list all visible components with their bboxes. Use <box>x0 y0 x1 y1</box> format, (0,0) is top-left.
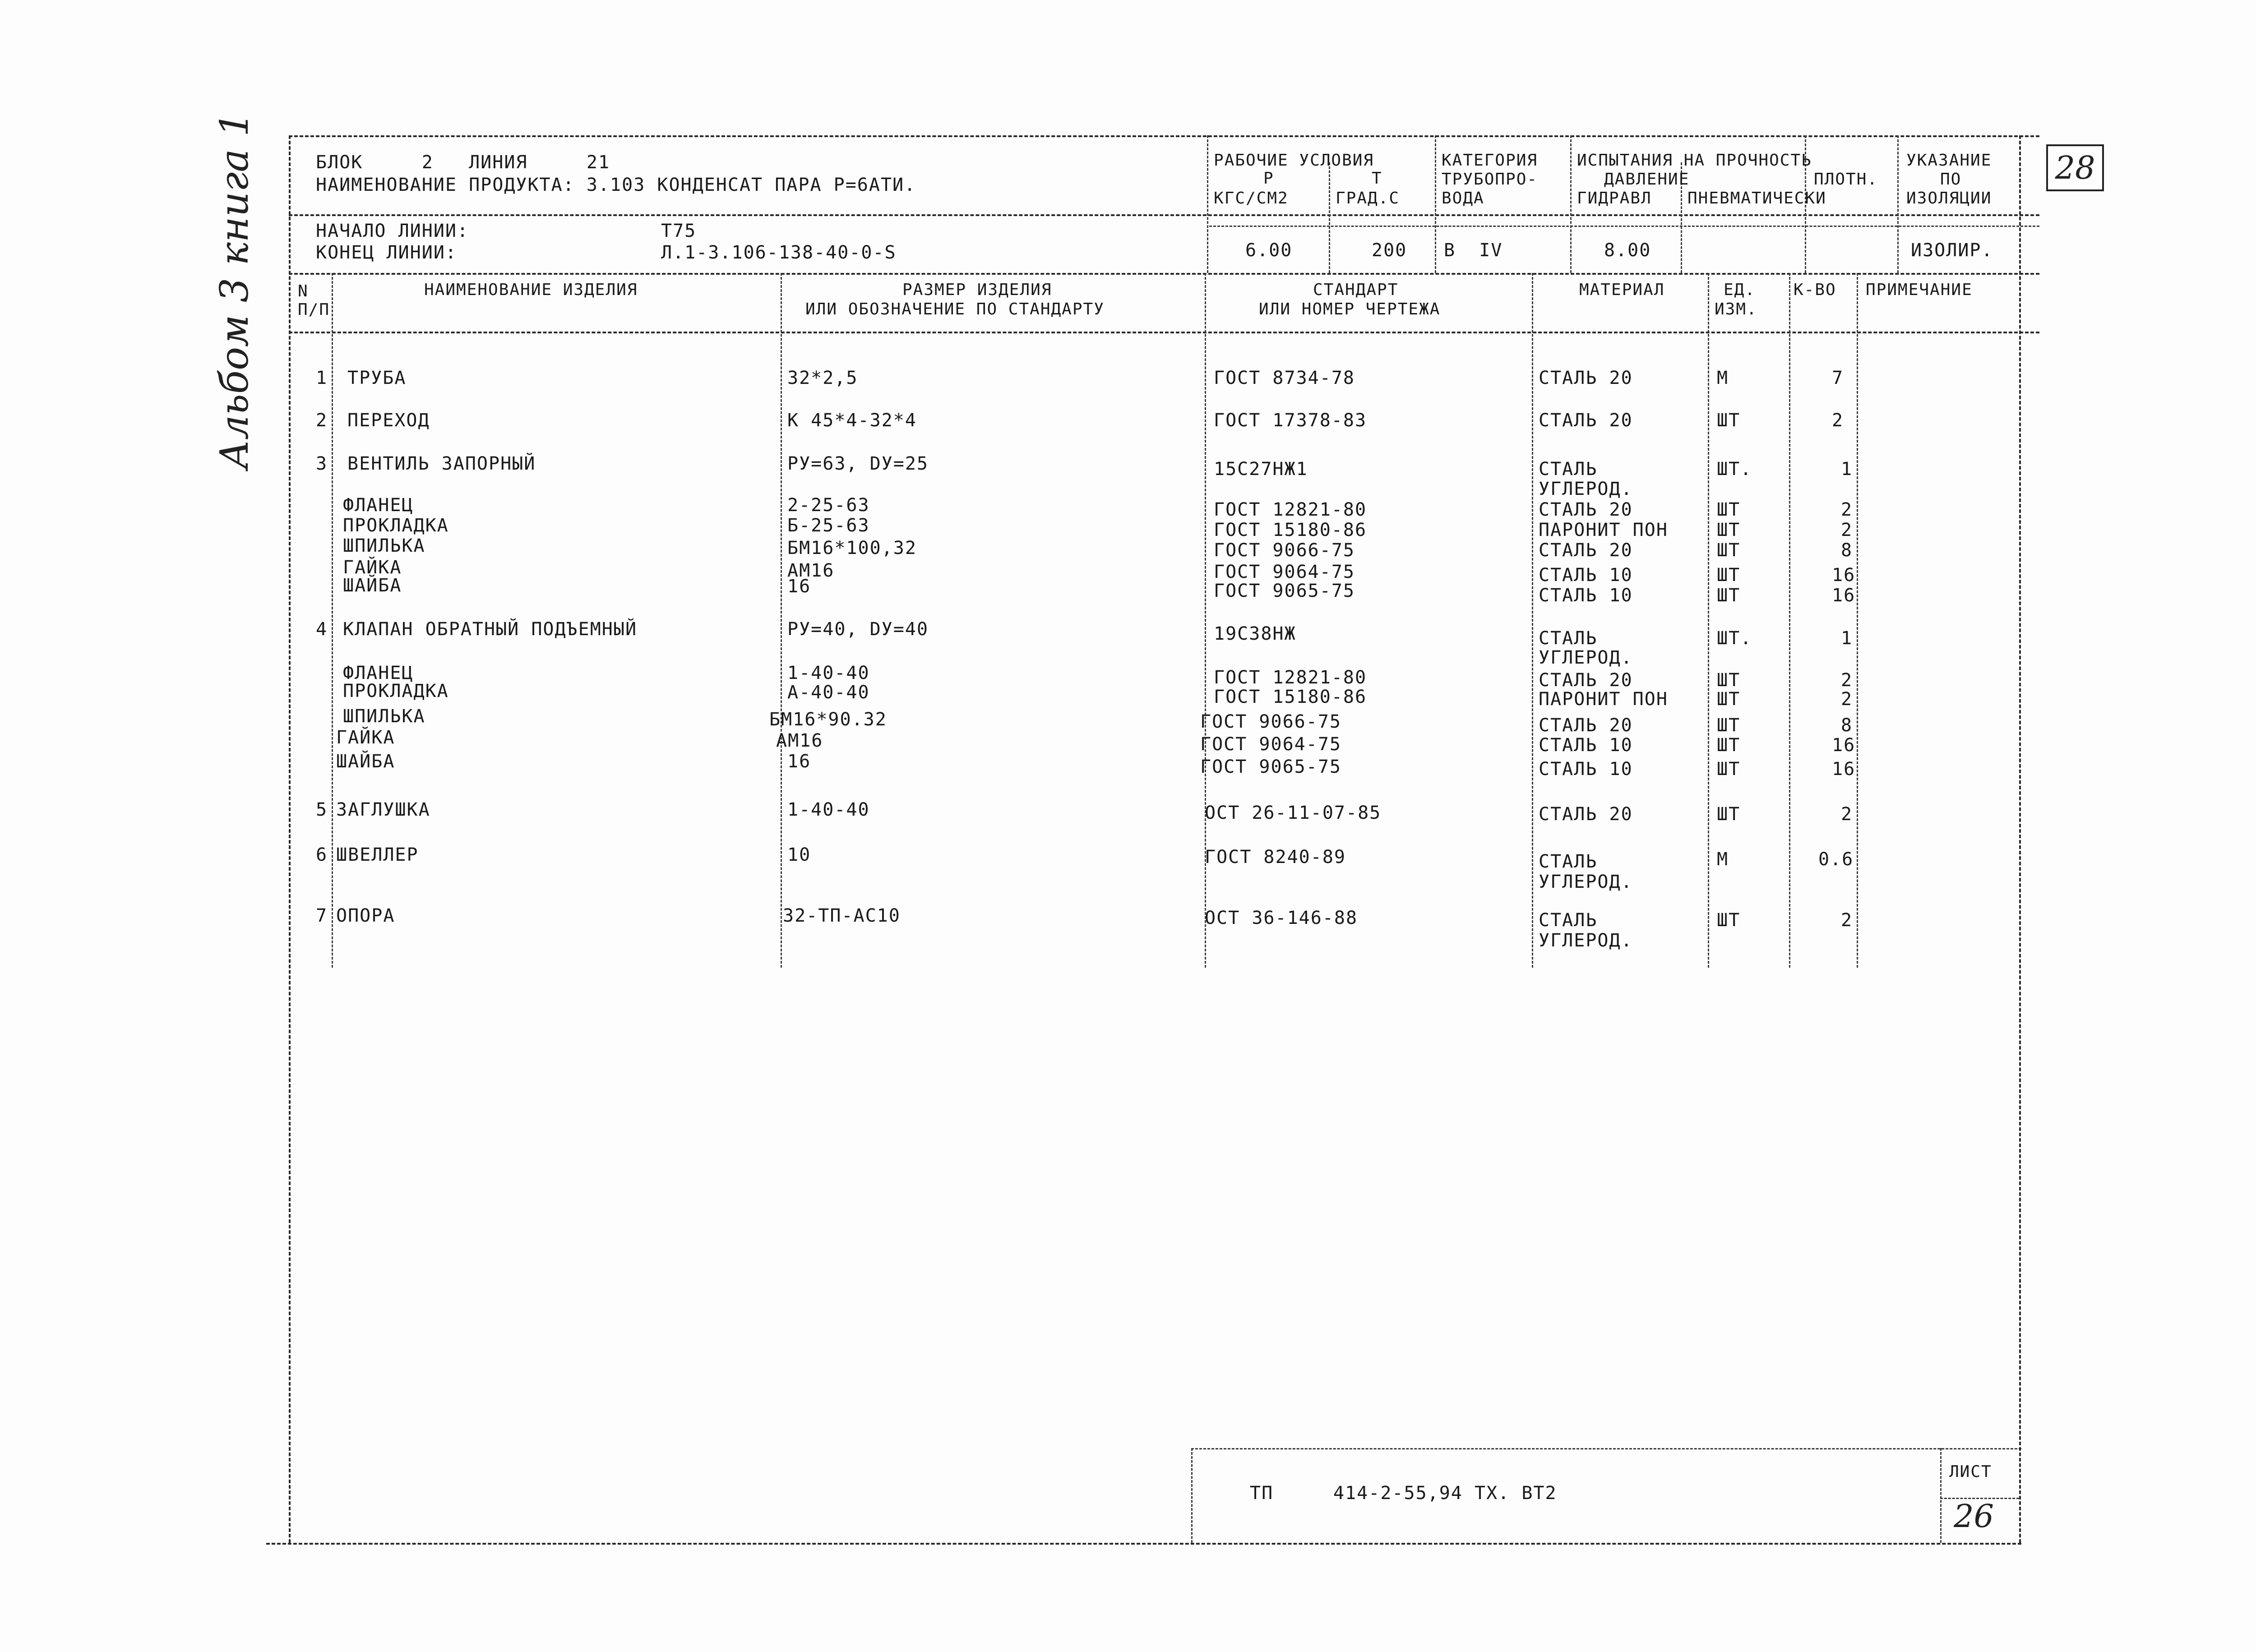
row-1-qty: 7 <box>1832 368 1844 388</box>
row-2-mat: СТАЛЬ 20 <box>1539 410 1633 431</box>
frame-header-mid <box>289 214 2039 216</box>
hydro-value: 8.00 <box>1604 240 1651 261</box>
row-4c-qty: 8 <box>1841 715 1853 736</box>
row-6-name: ШВЕЛЛЕР <box>336 844 419 865</box>
footer-sheet-label: ЛИСТ <box>1949 1463 1992 1481</box>
row-3b-size: Б-25-63 <box>787 515 870 536</box>
insulation-value: ИЗОЛИР. <box>1911 240 1993 261</box>
footer-sheet-number: 26 <box>1954 1498 1994 1535</box>
row-5-unit: ШТ <box>1717 804 1741 825</box>
row-5-qty: 2 <box>1841 804 1853 825</box>
col-unit-header-2: ИЗМ. <box>1715 300 1757 318</box>
row-5-size: 1-40-40 <box>787 799 870 820</box>
row-4e-mat: СТАЛЬ 10 <box>1539 759 1633 780</box>
col-sep-size <box>781 273 782 968</box>
row-3-std: 15С27НЖ1 <box>1214 459 1308 480</box>
t-label: Т <box>1372 169 1382 188</box>
indication-label: УКАЗАНИЕ <box>1906 151 1992 170</box>
p-value: 6.00 <box>1245 240 1293 261</box>
row-3e-size: 16 <box>787 576 811 597</box>
row-7-mat: СТАЛЬ <box>1539 910 1598 931</box>
footer-sep-left <box>1191 1448 1193 1543</box>
row-3c-name: ШПИЛЬКА <box>343 535 425 556</box>
col-sep-mat <box>1532 273 1533 968</box>
row-3-unit: ШТ. <box>1717 459 1752 480</box>
frame-footer-top <box>1191 1448 2021 1449</box>
frame-left <box>289 135 291 1543</box>
block-line: БЛОК 2 ЛИНИЯ 21 <box>316 152 610 173</box>
row-3b-std: ГОСТ 15180-86 <box>1214 520 1367 540</box>
footer-doc-number: 414-2-55,94 ТХ. ВТ2 <box>1333 1483 1557 1504</box>
start-value: Т75 <box>661 221 697 241</box>
row-4a-mat: СТАЛЬ 20 <box>1539 670 1633 691</box>
row-3d-qty: 16 <box>1832 565 1856 586</box>
p-label: Р <box>1263 169 1274 188</box>
work-conditions-label: РАБОЧИЕ УСЛОВИЯ <box>1214 151 1374 170</box>
row-5-mat: СТАЛЬ 20 <box>1539 804 1633 825</box>
row-3d-mat: СТАЛЬ 10 <box>1539 565 1633 586</box>
row-3-qty: 1 <box>1841 459 1853 480</box>
row-6-mat2: УГЛЕРОД. <box>1539 872 1633 892</box>
insulation-label: ИЗОЛЯЦИИ <box>1906 189 1992 208</box>
footer-doc-prefix: ТП <box>1250 1483 1274 1504</box>
row-5-name: ЗАГЛУШКА <box>336 799 430 820</box>
row-3a-std: ГОСТ 12821-80 <box>1214 499 1367 520</box>
row-4d-mat: СТАЛЬ 10 <box>1539 735 1633 756</box>
t-unit: ГРАД.С <box>1336 189 1400 208</box>
category-label: КАТЕГОРИЯ <box>1442 151 1538 170</box>
row-7-num: 7 <box>316 905 328 926</box>
row-3b-mat: ПАРОНИТ ПОН <box>1539 520 1668 540</box>
row-5-std: ОСТ 26-11-07-85 <box>1205 803 1382 823</box>
header-sep-cat <box>1435 135 1436 273</box>
row-3a-size: 2-25-63 <box>787 495 870 516</box>
row-3b-qty: 2 <box>1841 520 1853 540</box>
row-4-mat: СТАЛЬ <box>1539 628 1598 649</box>
row-3c-qty: 8 <box>1841 540 1853 561</box>
row-3c-size: БМ16*100,32 <box>787 538 917 558</box>
row-1-name: ТРУБА <box>347 368 407 388</box>
row-1-num: 1 <box>316 368 328 388</box>
col-size-header-1: РАЗМЕР ИЗДЕЛИЯ <box>902 281 1052 299</box>
row-4b-size: А-40-40 <box>787 682 870 703</box>
row-4b-mat: ПАРОНИТ ПОН <box>1539 689 1668 710</box>
row-3-num: 3 <box>316 453 328 474</box>
row-2-std: ГОСТ 17378-83 <box>1214 410 1367 431</box>
row-4e-name: ШАЙБА <box>336 751 395 772</box>
row-3-name: ВЕНТИЛЬ ЗАПОРНЫЙ <box>347 453 536 474</box>
header-sep-ins <box>1897 135 1899 273</box>
frame-top <box>289 135 2039 137</box>
row-6-unit: М <box>1717 849 1729 870</box>
row-5-num: 5 <box>316 799 328 820</box>
pneumatic-label: ПНЕВМАТИЧЕСКИ <box>1687 189 1826 208</box>
row-4c-mat: СТАЛЬ 20 <box>1539 715 1633 736</box>
row-4-size: РУ=40, DУ=40 <box>787 619 929 640</box>
row-4c-name: ШПИЛЬКА <box>343 706 425 727</box>
row-3-mat2: УГЛЕРОД. <box>1539 479 1633 499</box>
row-3e-mat: СТАЛЬ 10 <box>1539 585 1633 606</box>
row-3e-std: ГОСТ 9065-75 <box>1214 581 1355 601</box>
row-3a-mat: СТАЛЬ 20 <box>1539 499 1633 520</box>
row-4b-std: ГОСТ 15180-86 <box>1214 687 1367 707</box>
row-7-unit: ШТ <box>1717 910 1741 931</box>
row-4d-std: ГОСТ 9064-75 <box>1200 734 1341 755</box>
hydraulic-label: ГИДРАВЛ <box>1577 189 1652 208</box>
col-material-header: МАТЕРИАЛ <box>1579 281 1665 299</box>
row-6-mat: СТАЛЬ <box>1539 851 1598 872</box>
row-3d-name: ГАЙКА <box>343 557 402 578</box>
row-3a-qty: 2 <box>1841 499 1853 520</box>
header-sep-pt <box>1329 162 1330 273</box>
row-4c-std: ГОСТ 9066-75 <box>1200 711 1341 732</box>
end-value: Л.1-3.106-138-40-0-S <box>661 242 897 263</box>
row-7-size: 32-ТП-АС10 <box>783 905 901 926</box>
row-3-size: РУ=63, DУ=25 <box>787 453 929 474</box>
row-4e-qty: 16 <box>1832 759 1856 780</box>
product-name: НАИМЕНОВАНИЕ ПРОДУКТА: 3.103 КОНДЕНСАТ ПАРА Р=6АТИ. <box>316 175 916 195</box>
row-3d-unit: ШТ <box>1717 565 1741 586</box>
row-4d-size: АМ16 <box>776 730 823 751</box>
col-num-header: N П/П <box>298 282 330 319</box>
row-4b-qty: 2 <box>1841 689 1853 710</box>
row-3e-qty: 16 <box>1832 585 1856 606</box>
col-name-header: НАИМЕНОВАНИЕ ИЗДЕЛИЯ <box>424 281 638 299</box>
header-sep-work <box>1207 135 1208 273</box>
row-4a-unit: ШТ <box>1717 670 1741 691</box>
col-note-header: ПРИМЕЧАНИЕ <box>1866 281 1973 299</box>
frame-right <box>2019 135 2021 1543</box>
row-2-name: ПЕРЕХОД <box>347 410 430 431</box>
row-4e-size: 16 <box>787 751 811 772</box>
col-size-header-2: ИЛИ ОБОЗНАЧЕНИЕ ПО СТАНДАРТУ <box>805 300 1105 318</box>
row-4d-unit: ШТ <box>1717 735 1741 756</box>
col-unit-header-1: ЕД. <box>1724 281 1756 299</box>
header-sep-tests <box>1570 135 1572 273</box>
footer-sep-right <box>1940 1448 1942 1543</box>
row-3d-std: ГОСТ 9064-75 <box>1214 562 1355 582</box>
row-3c-unit: ШТ <box>1717 540 1741 561</box>
row-3e-unit: ШТ <box>1717 585 1741 606</box>
row-4-std: 19С38НЖ <box>1214 623 1296 644</box>
row-1-size: 32*2,5 <box>787 368 858 388</box>
row-4-unit: ШТ. <box>1717 628 1752 649</box>
row-3c-std: ГОСТ 9066-75 <box>1214 540 1355 561</box>
col-qty-header: К-ВО <box>1794 281 1836 299</box>
corner-page-number: 28 <box>2046 144 2104 191</box>
row-4-qty: 1 <box>1841 628 1853 649</box>
row-1-unit: М <box>1717 368 1729 388</box>
row-1-mat: СТАЛЬ 20 <box>1539 368 1633 388</box>
row-3e-name: ШАЙБА <box>343 575 402 596</box>
frame-header-bottom <box>289 273 2039 275</box>
row-4-num: 4 <box>316 619 328 640</box>
row-2-unit: ШТ <box>1717 410 1741 431</box>
end-label: КОНЕЦ ЛИНИИ: <box>316 242 457 263</box>
row-1-std: ГОСТ 8734-78 <box>1214 368 1355 388</box>
row-3b-name: ПРОКЛАДКА <box>343 515 449 536</box>
col-sep-unit <box>1708 273 1709 968</box>
category-label-3: ВОДА <box>1442 189 1484 208</box>
by-label: ПО <box>1940 170 1962 189</box>
category-label-2: ТРУБОПРО- <box>1442 170 1538 189</box>
pressure-label: ДАВЛЕНИЕ <box>1604 170 1690 189</box>
row-2-size: К 45*4-32*4 <box>787 410 917 431</box>
row-6-qty: 0.6 <box>1818 849 1854 870</box>
row-4a-std: ГОСТ 12821-80 <box>1214 667 1367 688</box>
row-4a-name: ФЛАНЕЦ <box>343 663 414 683</box>
row-6-num: 6 <box>316 844 328 865</box>
row-4a-size: 1-40-40 <box>787 663 870 683</box>
row-4-name: КЛАПАН ОБРАТНЫЙ ПОДЪЕМНЫЙ <box>343 619 638 640</box>
row-4a-qty: 2 <box>1841 670 1853 691</box>
frame-bottom <box>266 1543 2021 1545</box>
row-4-mat2: УГЛЕРОД. <box>1539 647 1633 668</box>
row-6-std: ГОСТ 8240-89 <box>1205 847 1346 868</box>
row-3b-unit: ШТ <box>1717 520 1741 540</box>
row-4d-name: ГАЙКА <box>336 727 395 748</box>
row-6-size: 10 <box>787 844 811 865</box>
row-7-mat2: УГЛЕРОД. <box>1539 930 1633 951</box>
row-3d-size: АМ16 <box>787 560 835 581</box>
start-label: НАЧАЛО ЛИНИИ: <box>316 221 469 241</box>
p-unit: КГС/СМ2 <box>1214 189 1289 208</box>
row-7-qty: 2 <box>1841 910 1853 931</box>
row-4b-name: ПРОКЛАДКА <box>343 681 449 701</box>
tests-label: ИСПЫТАНИЯ НА ПРОЧНОСТЬ <box>1577 151 1812 170</box>
row-3c-mat: СТАЛЬ 20 <box>1539 540 1633 561</box>
row-2-num: 2 <box>316 410 328 431</box>
col-sep-note <box>1857 273 1858 968</box>
col-std-header-1: СТАНДАРТ <box>1313 281 1399 299</box>
t-value: 200 <box>1372 240 1407 261</box>
frame-header-mid2 <box>1209 226 2039 227</box>
density-label: ПЛОТН. <box>1814 170 1878 189</box>
row-4d-qty: 16 <box>1832 735 1856 756</box>
row-4c-size: БМ16*90.32 <box>769 709 887 730</box>
row-2-qty: 2 <box>1832 410 1844 431</box>
row-3-mat: СТАЛЬ <box>1539 459 1598 480</box>
row-3a-unit: ШТ <box>1717 499 1741 520</box>
row-7-name: ОПОРА <box>336 905 395 926</box>
row-4c-unit: ШТ <box>1717 715 1741 736</box>
col-sep-qty <box>1789 273 1790 968</box>
col-sep-num <box>332 273 333 968</box>
category-value: В IV <box>1444 240 1503 261</box>
col-std-header-2: ИЛИ НОМЕР ЧЕРТЕЖА <box>1259 300 1441 318</box>
frame-columns-bottom <box>289 332 2039 333</box>
row-4e-unit: ШТ <box>1717 759 1741 780</box>
row-3a-name: ФЛАНЕЦ <box>343 495 414 516</box>
row-4e-std: ГОСТ 9065-75 <box>1200 757 1341 777</box>
row-7-std: ОСТ 36-146-88 <box>1205 908 1358 928</box>
album-note: Альбом 3 книга 1 <box>212 112 257 469</box>
row-4b-unit: ШТ <box>1717 689 1741 710</box>
